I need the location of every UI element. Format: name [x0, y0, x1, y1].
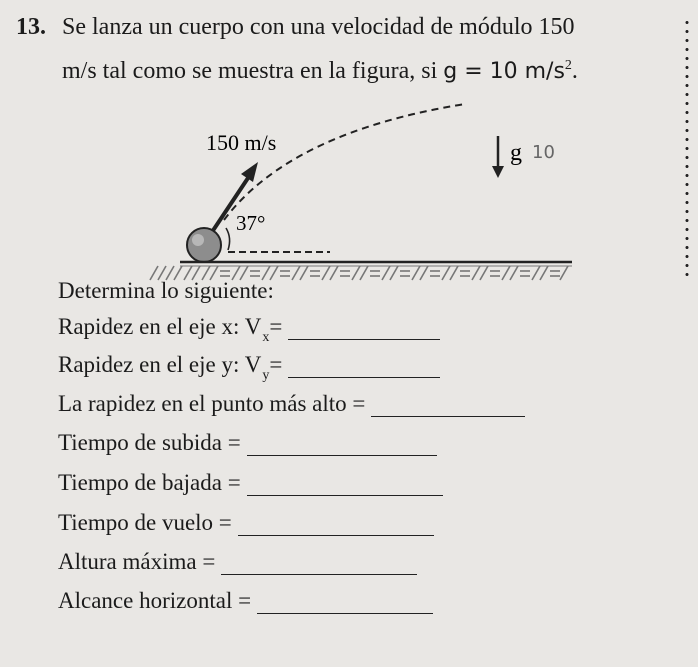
gravity-arrow-head: [492, 166, 504, 178]
problem-statement-prefix: m/s tal como se muestra en la figura, si: [62, 58, 444, 84]
gravity-formula: g = 10 m/s: [443, 59, 565, 84]
question-text: La rapidez en el punto más alto =: [58, 391, 366, 416]
answer-blank-vy[interactable]: [288, 355, 440, 378]
answer-blank-range[interactable]: [257, 591, 433, 614]
angle-label: 37°: [236, 211, 266, 235]
trajectory-arc: [224, 104, 465, 220]
speed-label: 150 m/s: [206, 130, 277, 155]
question-suffix: =: [269, 314, 283, 339]
question-text: Rapidez en el eje x: V: [58, 314, 262, 339]
question-text: Alcance horizontal =: [58, 588, 252, 613]
question-row-rise-time: [58, 430, 437, 456]
answer-blank-flight-time[interactable]: [238, 513, 434, 536]
gravity-handwritten-value: 10: [532, 142, 555, 163]
question-text: Altura máxima =: [58, 549, 216, 574]
question-text: Tiempo de subida =: [58, 430, 241, 455]
question-row-max-height: [58, 549, 417, 575]
question-row-fall-time: [58, 470, 443, 496]
ball: [187, 228, 221, 262]
questions-title: Determina lo siguiente:: [58, 278, 274, 303]
gravity-exponent: 2: [564, 58, 572, 73]
velocity-arrow-head: [241, 162, 258, 182]
question-text: Tiempo de vuelo =: [58, 510, 232, 535]
angle-arc: [226, 228, 230, 250]
ground-equals-marks: [220, 271, 560, 276]
question-text: Tiempo de bajada =: [58, 470, 241, 495]
statement-period: .: [571, 58, 578, 84]
binding-dots: [682, 18, 692, 278]
problem-statement-line1: Se lanza un cuerpo con una velocidad de módulo 150: [62, 14, 575, 40]
problem-number: 13.: [16, 14, 46, 40]
question-row-vx: [58, 314, 440, 345]
question-subscript: x: [262, 330, 270, 345]
gravity-label: g: [510, 140, 522, 166]
answer-blank-rise-time[interactable]: [247, 433, 437, 456]
question-row-vy: [58, 352, 440, 383]
answer-blank-max-height[interactable]: [221, 552, 417, 575]
question-subscript: y: [262, 368, 270, 383]
projectile-figure: [140, 92, 580, 282]
answer-blank-top-speed[interactable]: [371, 394, 525, 417]
question-suffix: =: [269, 352, 283, 377]
question-row-top-speed: [58, 391, 525, 417]
problem-statement-line2: [62, 58, 578, 85]
question-row-range: [58, 588, 433, 614]
question-text: Rapidez en el eje y: V: [58, 352, 262, 377]
answer-blank-fall-time[interactable]: [247, 473, 443, 496]
question-row-flight-time: [58, 510, 434, 536]
answer-blank-vx[interactable]: [288, 317, 440, 340]
